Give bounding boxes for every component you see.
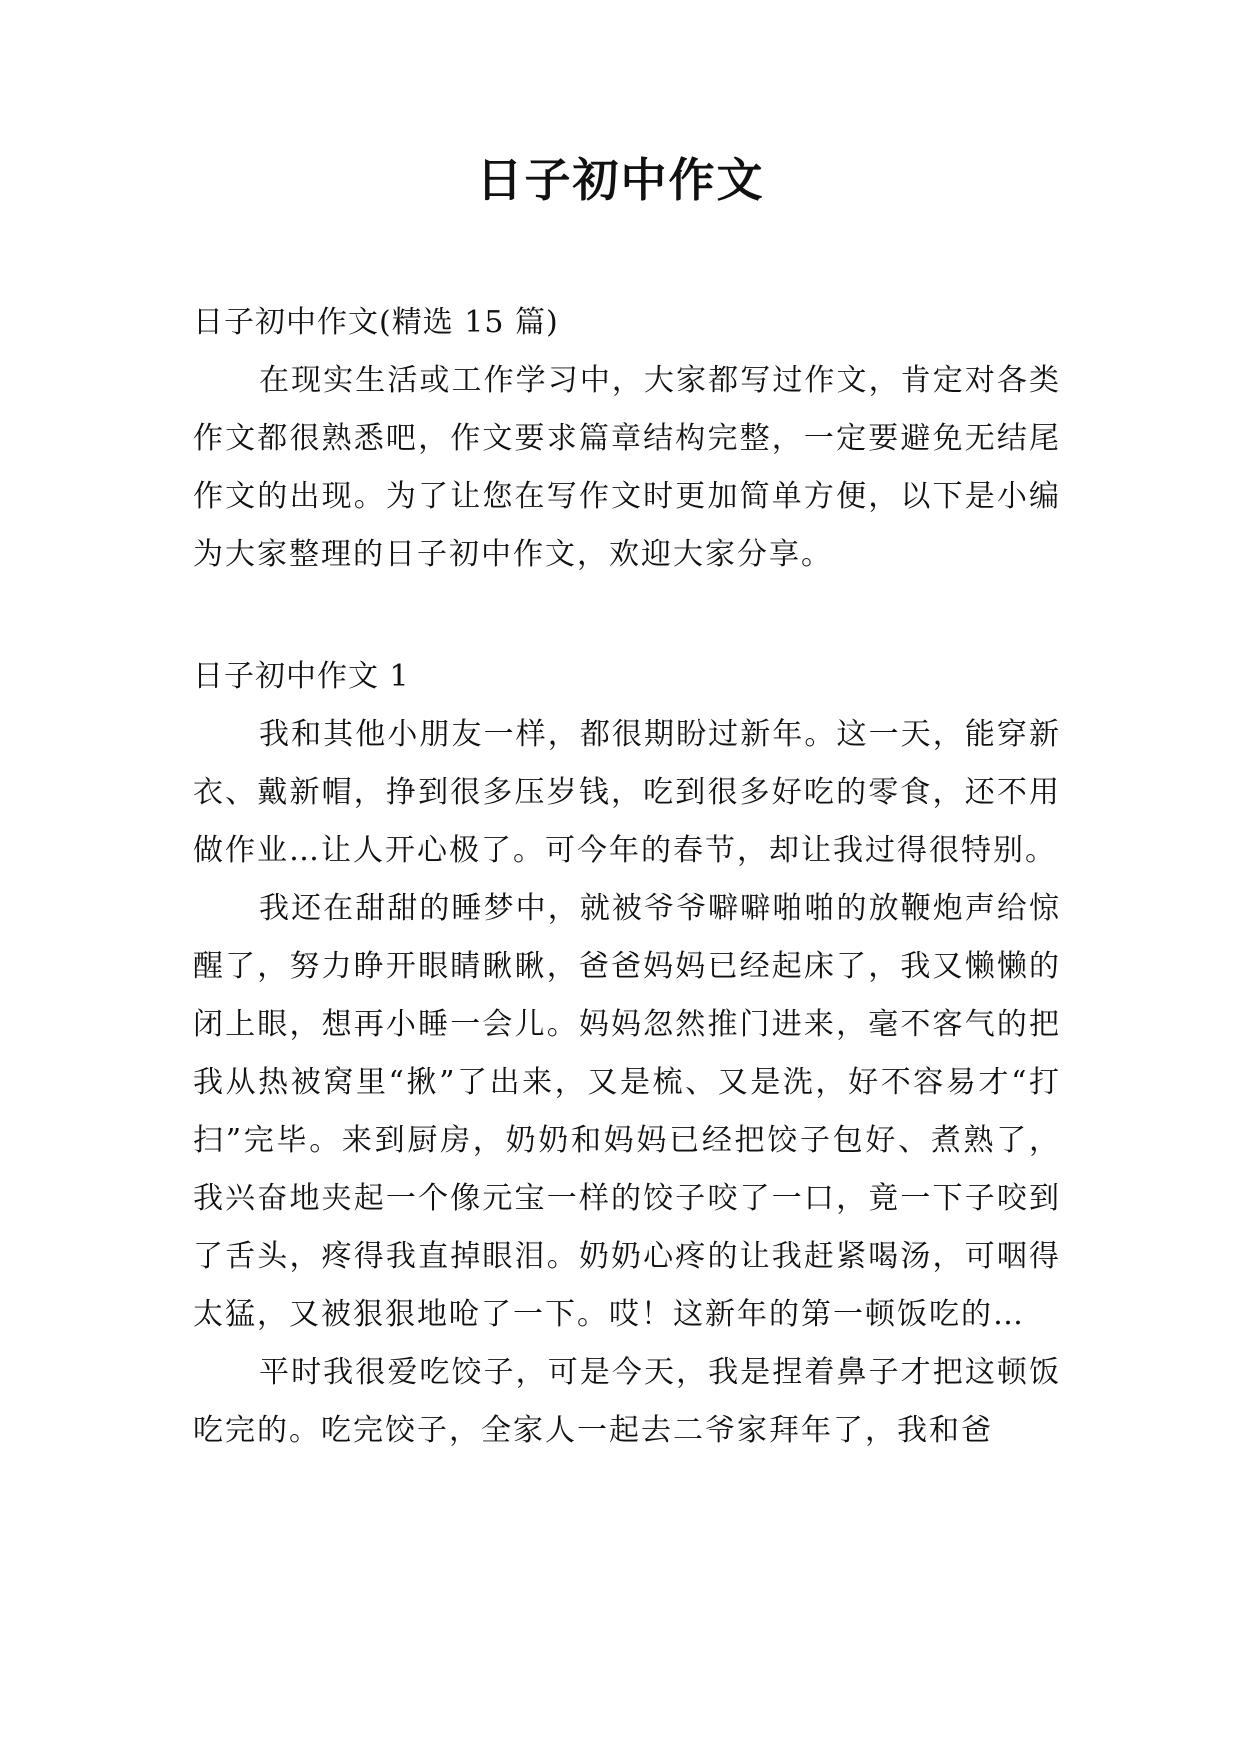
body-paragraph: 平时我很爱吃饺子，可是今天，我是捏着鼻子才把这顿饭吃完的。吃完饺子，全家人一起去二爷家拜年了，我和爸 xyxy=(193,1355,1061,1448)
document-body xyxy=(193,294,1061,1460)
body-paragraph: 我和其他小朋友一样，都很期盼过新年。这一天，能穿新衣、戴新帽，挣到很多压岁钱，吃到很多好吃的零食，还不用做作业…让人开心极了。可今年的春节，却让我过得很特别。 xyxy=(193,717,1061,868)
document-title: 日子初中作文 xyxy=(476,153,765,207)
body-paragraph: 我还在甜甜的睡梦中，就被爷爷噼噼啪啪的放鞭炮声给惊醒了，努力睁开眼睛瞅瞅，爸爸妈妈已经起床了，我又懒懒的闭上眼，想再小睡一会儿。妈妈忽然推门进来，毫不客气的把我从热被窝里“揪”了出来，又是梳、又是洗，好不容易才“打扫”完毕。来到厨房，奶奶和妈妈已经把饺子包好、煮熟了，我兴奋地夹起一个像元宝一样的饺子咬了一口，竟一下子咬到了舌头，疼得我直掉眼泪。奶奶心疼的让我赶紧喝汤，可咽得太猛，又被狠狠地呛了一下。哎！这新年的第一顿饭吃的… xyxy=(193,891,1061,1332)
document-subtitle: 日子初中作文(精选 15 篇) xyxy=(193,305,559,340)
section-heading: 日子初中作文 1 xyxy=(193,659,410,694)
section-spacer xyxy=(193,584,1061,648)
intro-paragraph: 在现实生活或工作学习中，大家都写过作文，肯定对各类作文都很熟悉吧，作文要求篇章结构完整，一定要避免无结尾作文的出现。为了让您在写作文时更加简单方便，以下是小编为大家整理的日子初中作文，欢迎大家分享。 xyxy=(193,363,1061,572)
